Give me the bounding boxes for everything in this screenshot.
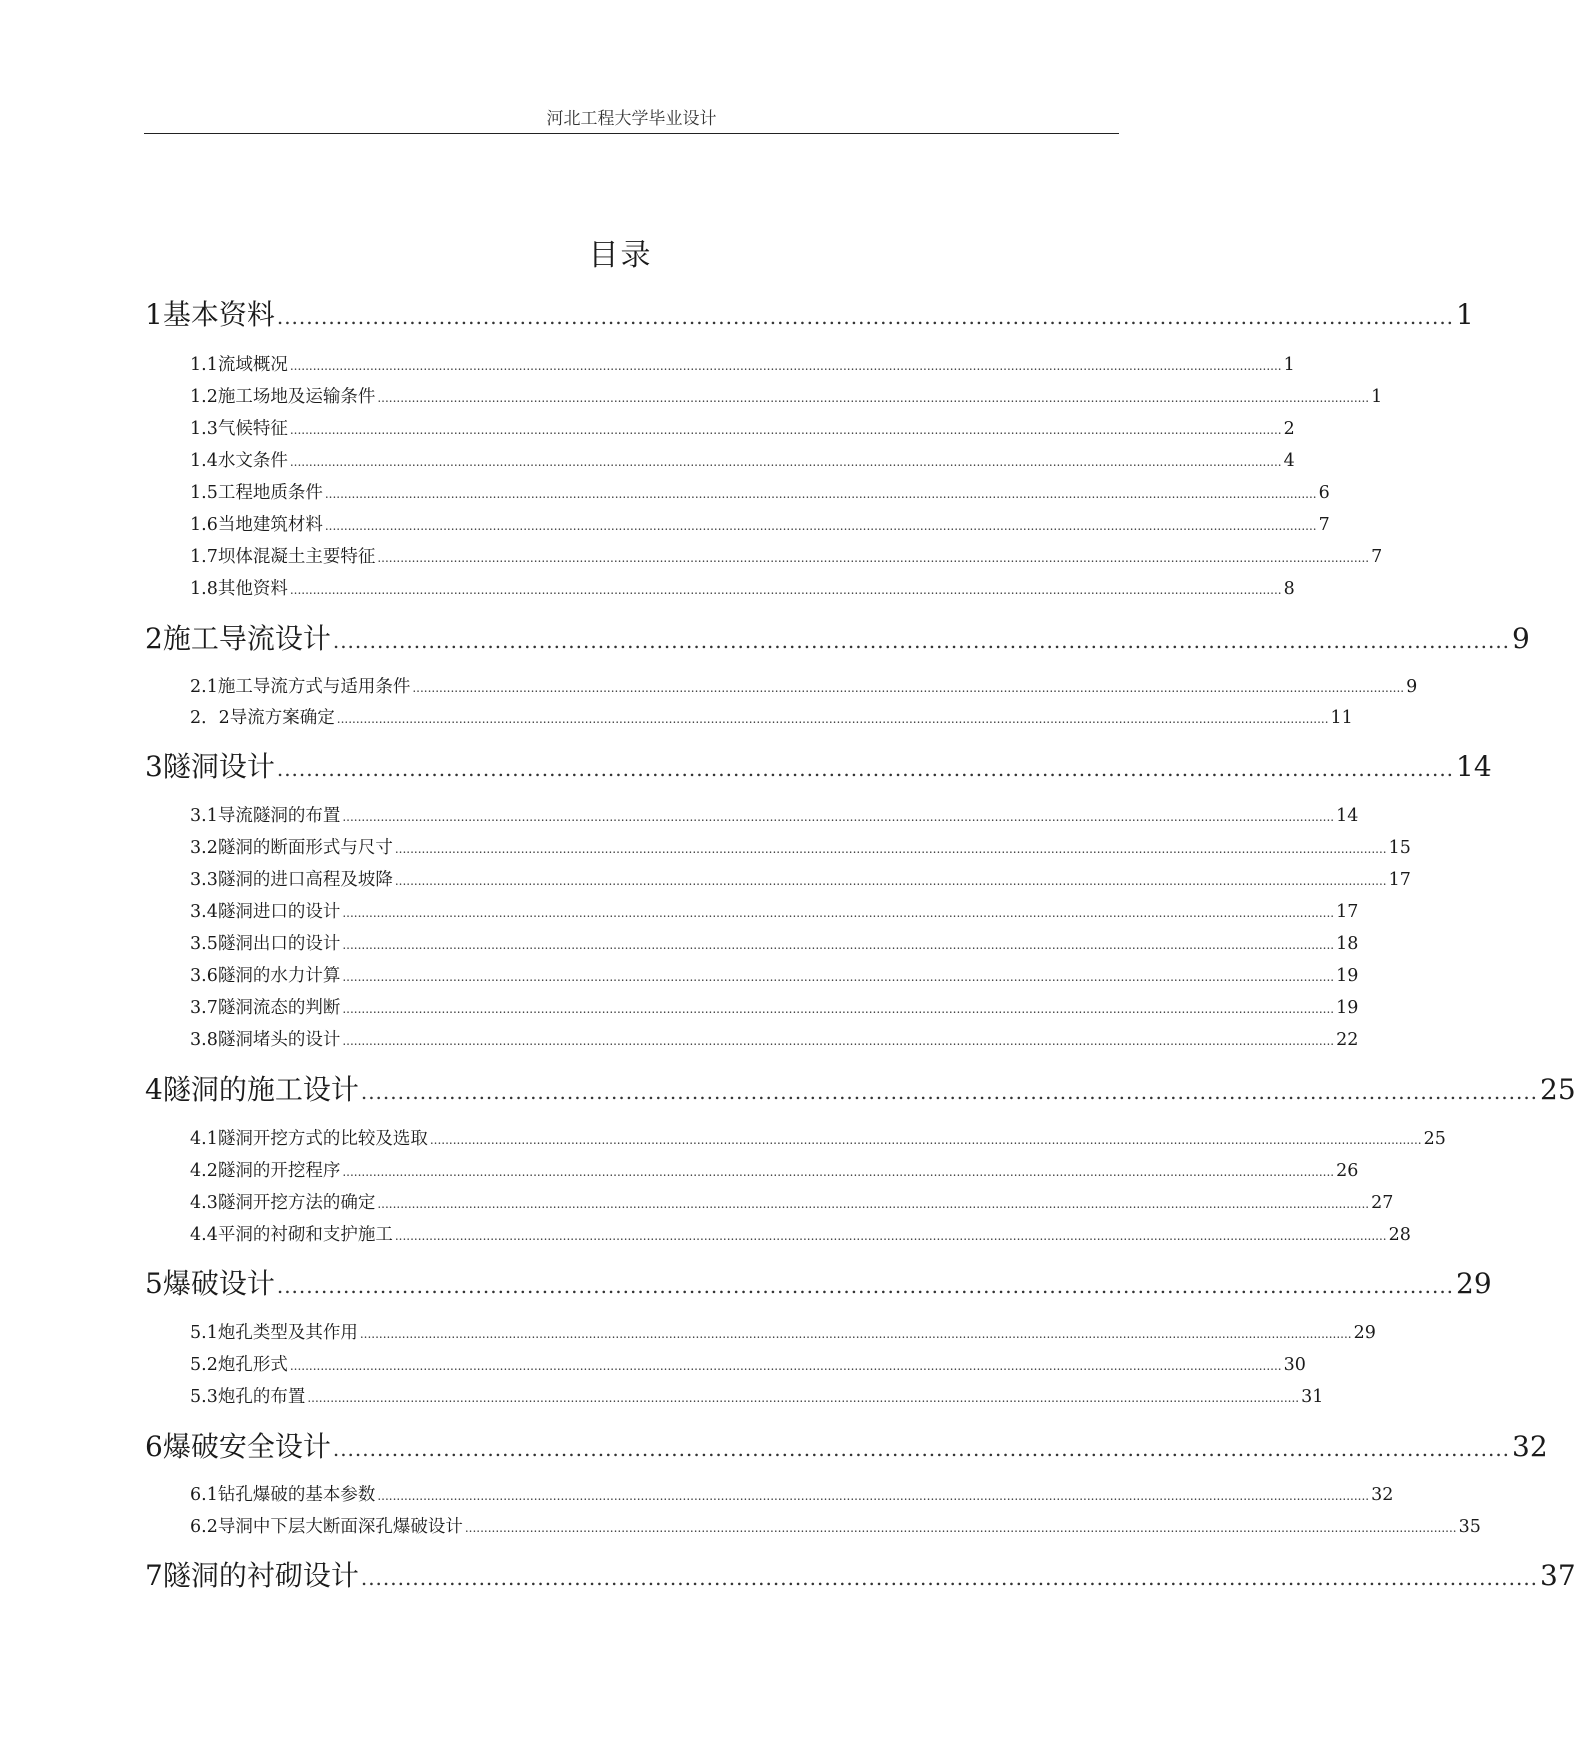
toc-section [190,383,1383,409]
toc-section [190,704,1353,730]
toc-leader-dots: ................................................................................................................................................................ [276,757,1455,781]
toc-number: 3.1 [190,806,218,826]
toc-number: 6.2 [190,1517,218,1537]
toc-section [190,1157,1359,1183]
toc-page-number: 26 [1336,1161,1359,1181]
toc-label: 坝体混凝土主要特征 [217,547,376,567]
toc-leader-dots: .................................................................................................................................................................................................................................................................... [359,1327,1352,1341]
toc-label: 施工导流方式与适用条件 [217,677,411,697]
toc-section [190,1221,1411,1247]
running-header: 河北工程大学毕业设计 [546,109,717,129]
toc-label: 钻孔爆破的基本参数 [217,1485,376,1505]
toc-section [190,673,1418,699]
toc-section [190,1513,1481,1539]
toc-page-number: 2 [1283,419,1295,439]
toc-page-number: 29 [1353,1323,1376,1343]
toc-leader-dots: .................................................................................................................................................................................................................................................................... [289,583,1282,597]
toc-leader-dots: .................................................................................................................................................................................................................................................................... [412,681,1405,695]
toc-page-number: 27 [1371,1193,1394,1213]
toc-label: 隧洞的施工设计 [162,1073,359,1106]
toc-label: 爆破设计 [162,1267,275,1300]
toc-label: 炮孔类型及其作用 [217,1323,358,1343]
toc-page-number: 30 [1283,1355,1306,1375]
toc-leader-dots: ................................................................................................................................................................ [332,629,1511,653]
toc-number: 2 [145,622,163,655]
toc-label: 导洞中下层大断面深孔爆破设计 [217,1517,463,1537]
toc-chapter [145,1068,1576,1108]
toc-page-number: 22 [1336,1030,1359,1050]
toc-page-number: 19 [1336,966,1359,986]
toc-label: 隧洞的衬砌设计 [162,1559,359,1592]
toc-chapter [145,745,1492,785]
toc-label: 其他资料 [217,579,288,599]
toc-label: 水文条件 [217,451,288,471]
toc-number: 5.2 [190,1355,218,1375]
toc-number: 3.7 [190,998,218,1018]
toc-leader-dots: .................................................................................................................................................................................................................................................................... [289,1359,1282,1373]
toc-leader-dots: .................................................................................................................................................................................................................................................................... [336,712,1329,726]
toc-page-number: 25 [1423,1129,1446,1149]
toc-page-number: 35 [1458,1517,1481,1537]
toc-number: 1.5 [190,483,218,503]
toc-number: 5 [145,1267,163,1300]
toc-page-number: 17 [1388,870,1411,890]
toc-label: 隧洞出口的设计 [217,934,341,954]
toc-leader-dots: .................................................................................................................................................................................................................................................................... [377,551,1370,565]
toc-page-number: 6 [1318,483,1330,503]
toc-label: 施工场地及运输条件 [217,387,376,407]
toc-label: 隧洞进口的设计 [217,902,341,922]
toc-leader-dots: .................................................................................................................................................................................................................................................................... [324,487,1317,501]
toc-section [190,962,1359,988]
toc-label: 气候特征 [217,419,288,439]
toc-section [190,351,1295,377]
toc-number: 4.1 [190,1129,218,1149]
toc-section [190,802,1359,828]
toc-label: 隧洞堵头的设计 [217,1030,341,1050]
toc-section [190,415,1295,441]
toc-label: 炮孔的布置 [217,1387,306,1407]
toc-leader-dots: .................................................................................................................................................................................................................................................................... [394,874,1387,888]
toc-number: 3.2 [190,838,218,858]
toc-label: 隧洞的进口高程及坡降 [217,870,393,890]
toc-number: 4.4 [190,1225,218,1245]
toc-section [190,1319,1376,1345]
toc-section [190,543,1383,569]
toc-section [190,447,1295,473]
toc-section [190,1125,1446,1151]
page-title: 目录 [588,238,653,273]
toc-page-number: 15 [1388,838,1411,858]
toc-label: 炮孔形式 [217,1355,288,1375]
toc-label: 导流方案确定 [229,708,335,728]
toc-page-number: 29 [1456,1267,1492,1300]
toc-leader-dots: .................................................................................................................................................................................................................................................................... [342,1034,1335,1048]
toc-number: 1 [145,298,163,331]
toc-leader-dots: .................................................................................................................................................................................................................................................................... [394,842,1387,856]
toc-leader-dots: ................................................................................................................................................................ [276,1274,1455,1298]
toc-leader-dots: ................................................................................................................................................................ [360,1566,1539,1590]
toc-section [190,1351,1306,1377]
toc-leader-dots: .................................................................................................................................................................................................................................................................... [342,938,1335,952]
toc-label: 平洞的衬砌和支护施工 [217,1225,393,1245]
toc-section [190,866,1411,892]
toc-number: 3.5 [190,934,218,954]
toc-label: 隧洞设计 [162,750,275,783]
toc-leader-dots: ................................................................................................................................................................ [276,305,1455,329]
toc-leader-dots: .................................................................................................................................................................................................................................................................... [377,391,1370,405]
toc-label: 基本资料 [162,298,275,331]
toc-page-number: 25 [1540,1073,1576,1106]
toc-page-number: 28 [1388,1225,1411,1245]
toc-number: 4 [145,1073,163,1106]
toc-number: 6.1 [190,1485,218,1505]
toc-number: 1.8 [190,579,218,599]
toc-number: 4.2 [190,1161,218,1181]
toc-number: 5.1 [190,1323,218,1343]
toc-number: 3.8 [190,1030,218,1050]
toc-label: 流域概况 [217,355,288,375]
toc-label: 爆破安全设计 [162,1430,331,1463]
toc-leader-dots: .................................................................................................................................................................................................................................................................... [377,1197,1370,1211]
toc-number: 1.2 [190,387,218,407]
toc-number: 1.4 [190,451,218,471]
toc-section [190,479,1330,505]
toc-leader-dots: .................................................................................................................................................................................................................................................................... [429,1133,1422,1147]
toc-number: 3.4 [190,902,218,922]
toc-section [190,575,1295,601]
toc-number: 2．2 [190,708,230,728]
toc-label: 隧洞流态的判断 [217,998,341,1018]
toc-label: 导流隧洞的布置 [217,806,341,826]
toc-leader-dots: ................................................................................................................................................................ [332,1437,1511,1461]
toc-number: 3.3 [190,870,218,890]
toc-number: 1.3 [190,419,218,439]
toc-section [190,930,1359,956]
toc-page-number: 11 [1330,708,1353,728]
toc-label: 工程地质条件 [217,483,323,503]
toc-section [190,1026,1359,1052]
toc-page-number: 18 [1336,934,1359,954]
toc-leader-dots: .................................................................................................................................................................................................................................................................... [342,810,1335,824]
toc-page-number: 7 [1318,515,1330,535]
toc-section [190,994,1359,1020]
toc-number: 1.6 [190,515,218,535]
toc-leader-dots: .................................................................................................................................................................................................................................................................... [342,1165,1335,1179]
toc-section [190,898,1359,924]
toc-page-number: 8 [1283,579,1295,599]
toc-page-number: 7 [1371,547,1383,567]
toc-number: 3.6 [190,966,218,986]
toc-number: 1.7 [190,547,218,567]
toc-leader-dots: .................................................................................................................................................................................................................................................................... [307,1391,1300,1405]
toc-label: 当地建筑材料 [217,515,323,535]
toc-leader-dots: .................................................................................................................................................................................................................................................................... [289,423,1282,437]
toc-section [190,834,1411,860]
toc-page-number: 14 [1336,806,1359,826]
toc-number: 4.3 [190,1193,218,1213]
toc-page-number: 1 [1371,387,1383,407]
toc-leader-dots: .................................................................................................................................................................................................................................................................... [289,455,1282,469]
toc-page-number: 1 [1283,355,1295,375]
toc-number: 5.3 [190,1387,218,1407]
toc-chapter [145,293,1474,333]
toc-page-number: 32 [1371,1485,1394,1505]
toc-page-number: 4 [1283,451,1295,471]
toc-page-number: 19 [1336,998,1359,1018]
toc-chapter [145,1262,1492,1302]
toc-number: 6 [145,1430,163,1463]
toc-chapter [145,1554,1576,1594]
toc-leader-dots: ................................................................................................................................................................ [360,1080,1539,1104]
toc-label: 隧洞开挖方法的确定 [217,1193,376,1213]
toc-chapter [145,617,1530,657]
toc-leader-dots: .................................................................................................................................................................................................................................................................... [377,1489,1370,1503]
toc-page-number: 14 [1456,750,1492,783]
toc-page-number: 17 [1336,902,1359,922]
toc-page-number: 9 [1406,677,1418,697]
toc-page-number: 9 [1512,622,1530,655]
toc-page-number: 31 [1301,1387,1324,1407]
toc-section [190,511,1330,537]
toc-leader-dots: .................................................................................................................................................................................................................................................................... [342,970,1335,984]
toc-label: 施工导流设计 [162,622,331,655]
toc-label: 隧洞的断面形式与尺寸 [217,838,393,858]
toc-number: 1.1 [190,355,218,375]
toc-number: 2.1 [190,677,218,697]
toc-page-number: 32 [1512,1430,1548,1463]
toc-label: 隧洞的水力计算 [217,966,341,986]
toc-leader-dots: .................................................................................................................................................................................................................................................................... [342,906,1335,920]
toc-label: 隧洞开挖方式的比较及选取 [217,1129,428,1149]
toc-chapter [145,1425,1548,1465]
toc-section [190,1383,1324,1409]
toc-leader-dots: .................................................................................................................................................................................................................................................................... [289,359,1282,373]
toc-number: 3 [145,750,163,783]
toc-section [190,1189,1394,1215]
toc-page-number: 1 [1456,298,1474,331]
toc-page-number: 37 [1540,1559,1576,1592]
toc-section [190,1481,1394,1507]
toc-label: 隧洞的开挖程序 [217,1161,341,1181]
toc-leader-dots: .................................................................................................................................................................................................................................................................... [464,1521,1457,1535]
toc-leader-dots: .................................................................................................................................................................................................................................................................... [394,1229,1387,1243]
toc-leader-dots: .................................................................................................................................................................................................................................................................... [324,519,1317,533]
toc-leader-dots: .................................................................................................................................................................................................................................................................... [342,1002,1335,1016]
toc-number: 7 [145,1559,163,1592]
